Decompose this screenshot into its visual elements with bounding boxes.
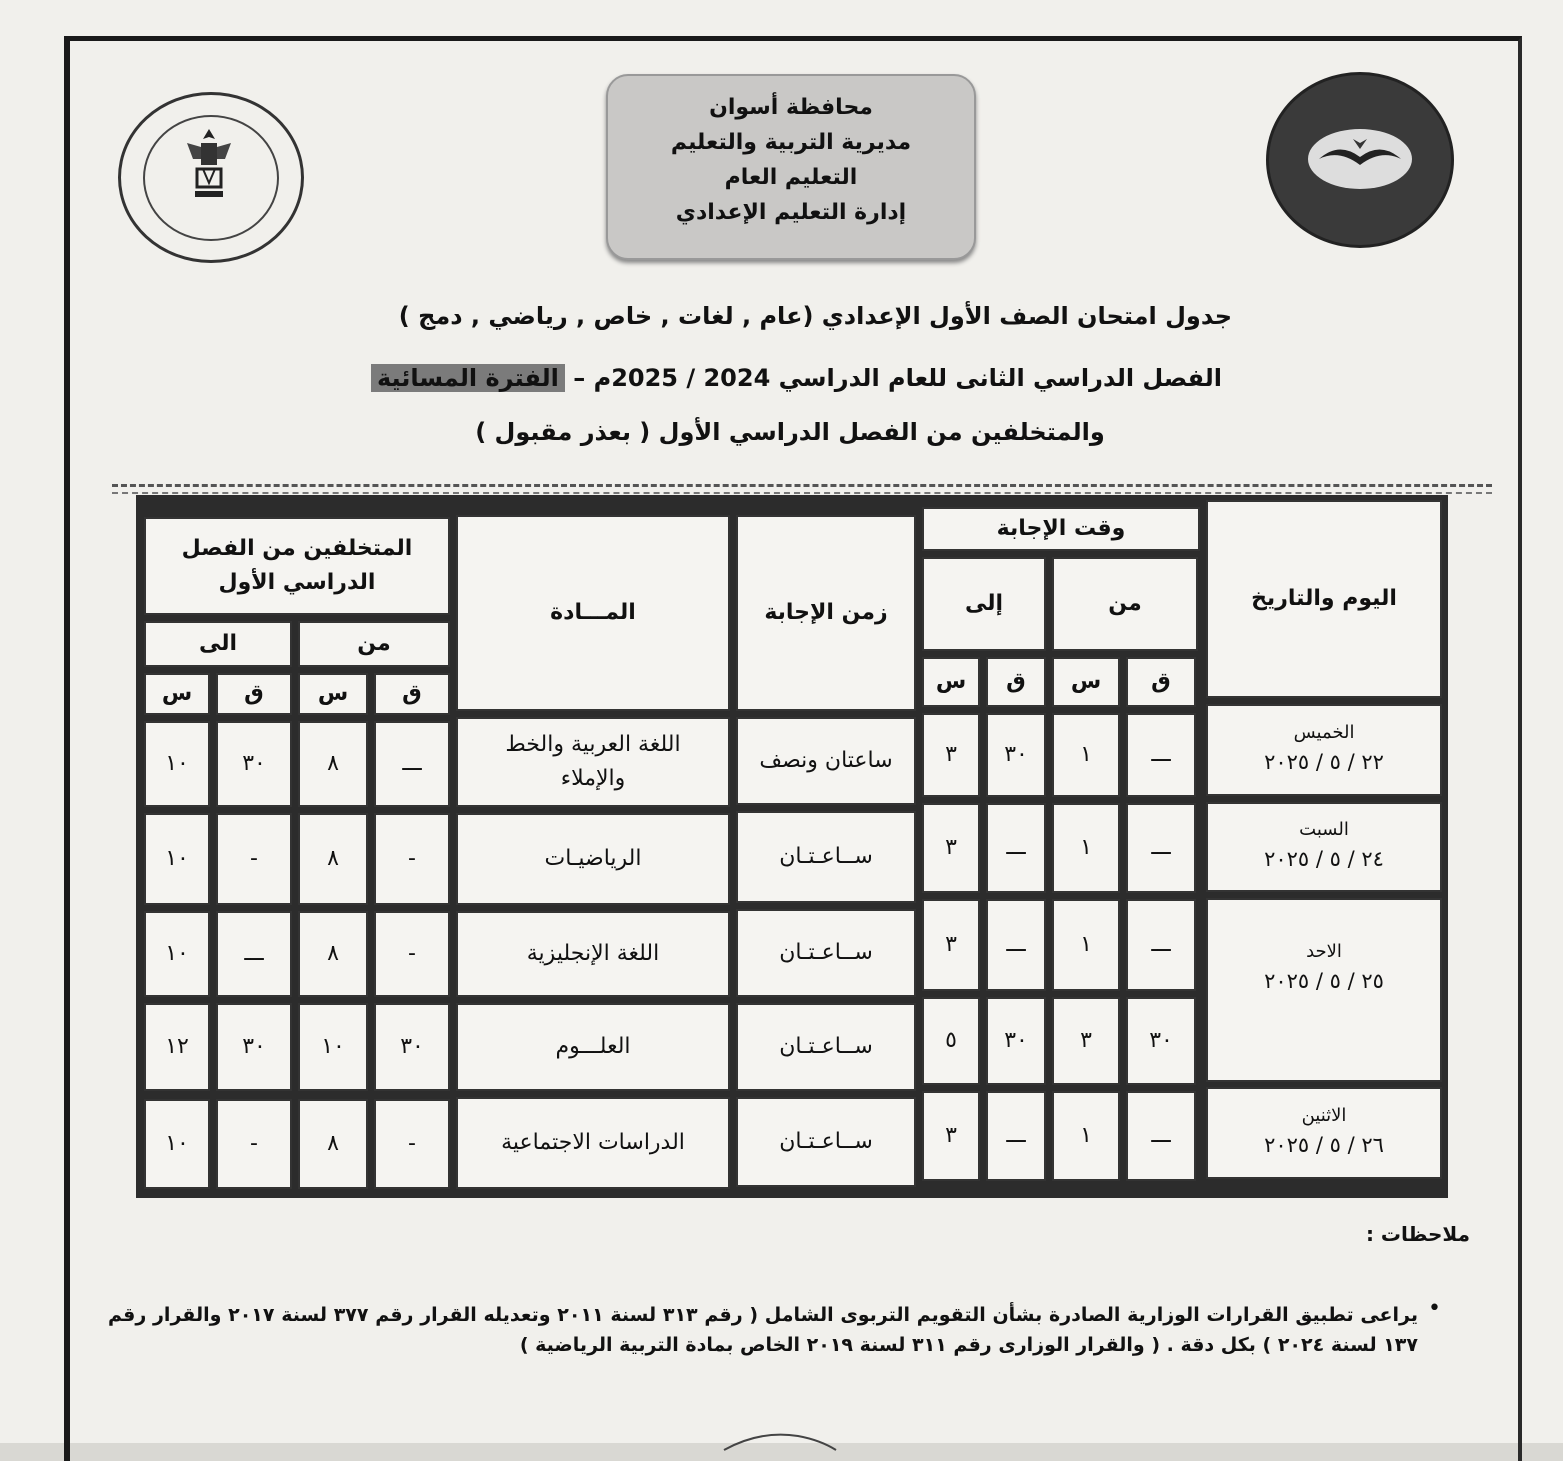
row-3-date: ٢٥ / ٥ / ٢٠٢٥ <box>1264 969 1384 993</box>
directorate-name: مديرية التربية والتعليم <box>670 130 912 155</box>
ministry-seal-right <box>1266 72 1454 248</box>
row-1-failed-from-hour: ٨ <box>298 721 368 807</box>
row-4-from-minute: ٣٠ <box>1126 997 1196 1085</box>
row-5-failed-to-minute: - <box>216 1099 292 1189</box>
exam-schedule-table <box>136 495 1448 1198</box>
row-5-day: الاثنين <box>1301 1105 1347 1126</box>
failed-students-line: والمتخلفين من الفصل الدراسي الأول ( بعذر مقبول ) <box>475 418 1105 446</box>
header-to-minute: ق <box>986 657 1046 707</box>
row-1-date: ٢٢ / ٥ / ٢٠٢٥ <box>1264 750 1384 774</box>
row-1-to-hour: ٣ <box>922 713 980 797</box>
notes-label: ملاحظات : <box>1365 1222 1470 1246</box>
row-3-to-minute: ـــ <box>986 899 1046 991</box>
header-failed-to-hour: س <box>144 673 210 715</box>
general-education-label: التعليم العام <box>724 165 858 190</box>
row-4-from-hour: ٣ <box>1052 997 1120 1085</box>
row-1-failed-to-minute: ٣٠ <box>216 721 292 807</box>
row-2-subject: الرياضيـات <box>456 813 730 905</box>
header-failed-to: الى <box>144 621 292 667</box>
row-4-to-minute: ٣٠ <box>986 997 1046 1085</box>
row-2-from-minute: ـــ <box>1126 803 1196 893</box>
header-to-hour: س <box>922 657 980 707</box>
header-failed-from-minute: ق <box>374 673 450 715</box>
row-2-duration: ســاعـتـان <box>736 811 916 903</box>
header-failed-to-minute: ق <box>216 673 292 715</box>
row-2-failed-from-hour: ٨ <box>298 813 368 905</box>
header-answer-time: وقت الإجابة <box>922 507 1200 551</box>
row-3-duration: ســاعـتـان <box>736 909 916 997</box>
directorate-seal-left <box>118 92 304 263</box>
row-4-failed-from-hour: ١٠ <box>298 1003 368 1091</box>
row-5-failed-from-minute: - <box>374 1099 450 1189</box>
row-5-from-hour: ١ <box>1052 1091 1120 1181</box>
row-1-to-minute: ٣٠ <box>986 713 1046 797</box>
row-3-failed-from-minute: - <box>374 911 450 997</box>
signature-mark-icon <box>720 1428 840 1452</box>
row-1-day: الخميس <box>1293 722 1355 743</box>
eagle-emblem-icon <box>179 125 239 205</box>
row-5-from-minute: ـــ <box>1126 1091 1196 1181</box>
row-4-subject: العلـــوم <box>456 1003 730 1091</box>
header-from-hour: س <box>1052 657 1120 707</box>
row-3-to-hour: ٣ <box>922 899 980 991</box>
evening-period-highlight: الفترة المسائية <box>371 364 565 392</box>
row-2-to-hour: ٣ <box>922 803 980 893</box>
open-book-icon <box>1307 119 1413 189</box>
row-3-failed-from-hour: ٨ <box>298 911 368 997</box>
row-5-day-date <box>1206 1087 1442 1179</box>
row-1-failed-to-hour: ١٠ <box>144 721 210 807</box>
semester-line <box>360 364 1222 392</box>
bullet-icon: • <box>1428 1296 1441 1321</box>
row-4-failed-to-hour: ١٢ <box>144 1003 210 1091</box>
row-3-day: الاحد <box>1306 941 1342 962</box>
row-5-duration: ســاعـتـان <box>736 1097 916 1187</box>
header-day-date: اليوم والتاريخ <box>1206 500 1442 698</box>
governorate-name: محافظة أسوان <box>709 95 873 120</box>
header-answer-to: إلى <box>922 557 1046 651</box>
row-2-day-date <box>1206 802 1442 892</box>
row-5-subject: الدراسات الاجتماعية <box>456 1097 730 1189</box>
header-answer-from: من <box>1052 557 1198 651</box>
header-failed-from: من <box>298 621 450 667</box>
row-2-from-hour: ١ <box>1052 803 1120 893</box>
header-duration: زمن الإجابة <box>736 515 916 711</box>
issuer-header-box <box>606 74 976 260</box>
row-1-day-date <box>1206 704 1442 796</box>
row-2-date: ٢٤ / ٥ / ٢٠٢٥ <box>1264 847 1384 871</box>
header-failed-from-hour: س <box>298 673 368 715</box>
row-5-date: ٢٦ / ٥ / ٢٠٢٥ <box>1264 1133 1384 1157</box>
row-2-failed-to-minute: - <box>216 813 292 905</box>
header-from-minute: ق <box>1126 657 1196 707</box>
notes-text: يراعى تطبيق القرارات الوزارية الصادرة بشأن التقويم التربوى الشامل ( رقم ٣١٣ لسنة ٢٠١١ وتعديله القرار رقم ٣٧٧ لسنة ٢٠١٧ والقرار رقم ١٣٧ لسنة ٢٠٢٤ ) بكل دقة . ( والقرار الوزارى رقم ٣١١ لسنة ٢٠١٩ الخاص بمادة التربية الرياضية ) <box>108 1304 1418 1356</box>
dashed-divider-secondary <box>112 492 1492 494</box>
row-3-from-minute: ـــ <box>1126 899 1196 991</box>
row-5-to-hour: ٣ <box>922 1091 980 1181</box>
row-2-to-minute: ـــ <box>986 803 1046 893</box>
row-1-from-minute: ـــ <box>1126 713 1196 797</box>
row-1-duration: ساعتان ونصف <box>736 717 916 805</box>
row-4-failed-to-minute: ٣٠ <box>216 1003 292 1091</box>
department-name: إدارة التعليم الإعدادي <box>675 200 907 225</box>
row-2-failed-from-minute: - <box>374 813 450 905</box>
row-3-subject: اللغة الإنجليزية <box>456 911 730 997</box>
row-3-failed-to-minute: ـــ <box>216 911 292 997</box>
dashed-divider <box>112 484 1492 487</box>
row-2-failed-to-hour: ١٠ <box>144 813 210 905</box>
row-5-failed-from-hour: ٨ <box>298 1099 368 1189</box>
row-4-failed-from-minute: ٣٠ <box>374 1003 450 1091</box>
row-3-from-hour: ١ <box>1052 899 1120 991</box>
row-3-day-date <box>1206 898 1442 1082</box>
row-2-day: السبت <box>1299 819 1349 840</box>
row-5-to-minute: ـــ <box>986 1091 1046 1181</box>
row-1-failed-from-minute: ـــ <box>374 721 450 807</box>
row-1-from-hour: ١ <box>1052 713 1120 797</box>
row-1-subject: اللغة العربية والخط والإملاء <box>456 717 730 807</box>
row-4-to-hour: ٥ <box>922 997 980 1085</box>
header-subject: المـــادة <box>456 515 730 711</box>
schedule-title: جدول امتحان الصف الأول الإعدادي (عام , لغات , خاص , رياضي , دمج ) <box>398 302 1232 330</box>
semester-text: الفصل الدراسي الثانى للعام الدراسي 2024 / 2025م – <box>573 364 1222 392</box>
header-failed-group: المتخلفين من الفصل الدراسي الأول <box>144 517 450 615</box>
row-5-failed-to-hour: ١٠ <box>144 1099 210 1189</box>
row-3-failed-to-hour: ١٠ <box>144 911 210 997</box>
row-4-duration: ســاعـتـان <box>736 1003 916 1091</box>
